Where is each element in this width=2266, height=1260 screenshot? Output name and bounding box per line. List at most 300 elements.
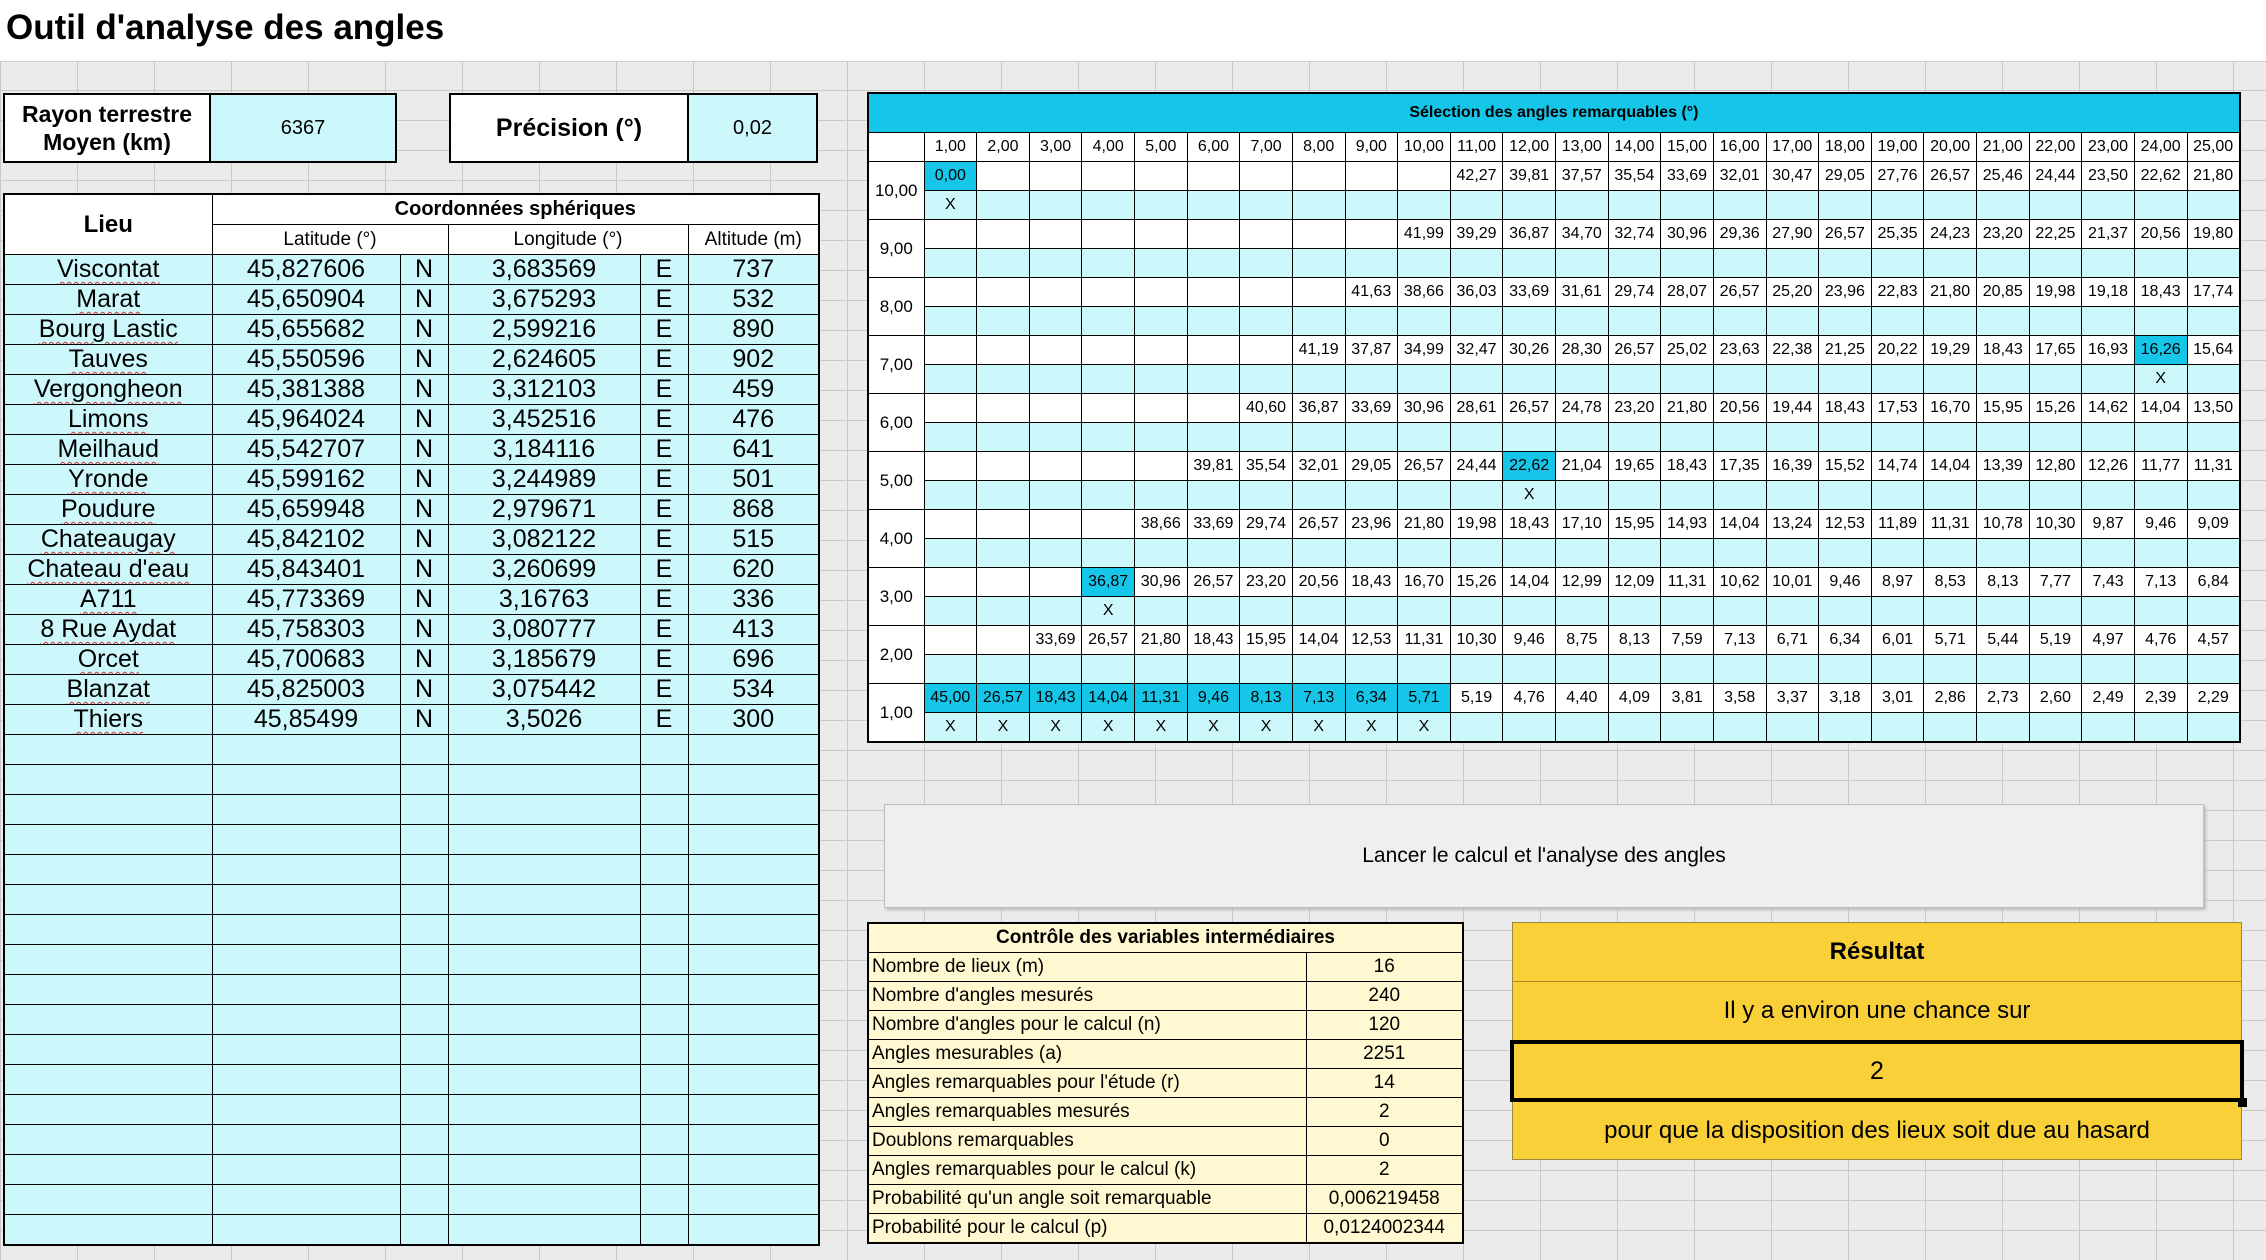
empty-cell[interactable]: [688, 1005, 819, 1035]
angle-value-cell[interactable]: 21,80: [1135, 626, 1188, 655]
angle-select-cell[interactable]: [1556, 191, 1609, 220]
angle-select-cell[interactable]: [1187, 481, 1240, 510]
angle-value-cell[interactable]: 39,81: [1187, 452, 1240, 481]
angle-select-cell[interactable]: [1345, 307, 1398, 336]
angle-value-cell[interactable]: 11,31: [1398, 626, 1451, 655]
angle-value-cell[interactable]: 26,57: [977, 684, 1030, 713]
altitude-cell[interactable]: 890: [688, 315, 819, 345]
lon-hemisphere-cell[interactable]: E: [640, 375, 688, 405]
angle-select-cell[interactable]: [1924, 481, 1977, 510]
angle-value-cell[interactable]: 33,69: [1029, 626, 1082, 655]
empty-cell[interactable]: [688, 825, 819, 855]
angle-select-cell[interactable]: [1871, 365, 1924, 394]
angle-select-cell[interactable]: [924, 655, 977, 684]
altitude-cell[interactable]: 413: [688, 615, 819, 645]
angle-value-cell[interactable]: 25,20: [1766, 278, 1819, 307]
angle-select-cell[interactable]: [1450, 307, 1503, 336]
angle-value-cell[interactable]: [1240, 336, 1293, 365]
angle-value-cell[interactable]: 23,63: [1713, 336, 1766, 365]
angle-value-cell[interactable]: 32,01: [1713, 162, 1766, 191]
angle-value-cell[interactable]: 11,31: [1661, 568, 1714, 597]
empty-cell[interactable]: [448, 1095, 640, 1125]
angle-value-cell[interactable]: [1029, 568, 1082, 597]
angle-select-cell[interactable]: [1819, 365, 1872, 394]
angle-select-cell[interactable]: [1977, 597, 2030, 626]
lat-hemisphere-cell[interactable]: N: [400, 405, 448, 435]
empty-cell[interactable]: [688, 765, 819, 795]
angle-value-cell[interactable]: [1029, 220, 1082, 249]
angle-select-cell[interactable]: [1713, 539, 1766, 568]
angle-select-cell[interactable]: [2082, 713, 2135, 743]
angle-select-cell[interactable]: [1082, 191, 1135, 220]
angle-select-cell[interactable]: [1924, 249, 1977, 278]
angle-value-cell[interactable]: 6,34: [1345, 684, 1398, 713]
angle-value-cell[interactable]: [1135, 220, 1188, 249]
angle-select-cell[interactable]: [1029, 249, 1082, 278]
angle-value-cell[interactable]: 12,26: [2082, 452, 2135, 481]
empty-cell[interactable]: [400, 1215, 448, 1246]
longitude-cell[interactable]: 2,979671: [448, 495, 640, 525]
empty-cell[interactable]: [212, 1185, 400, 1215]
angle-value-cell[interactable]: [1398, 162, 1451, 191]
empty-cell[interactable]: [4, 765, 212, 795]
angle-select-cell[interactable]: [1977, 539, 2030, 568]
angle-select-cell[interactable]: [1292, 249, 1345, 278]
angle-value-cell[interactable]: 36,87: [1292, 394, 1345, 423]
angle-value-cell[interactable]: 14,93: [1661, 510, 1714, 539]
angle-value-cell[interactable]: [1135, 452, 1188, 481]
angle-value-cell[interactable]: 23,96: [1345, 510, 1398, 539]
altitude-cell[interactable]: 336: [688, 585, 819, 615]
control-value[interactable]: 120: [1306, 1011, 1463, 1040]
angle-select-cell[interactable]: [977, 191, 1030, 220]
angle-select-cell[interactable]: [977, 597, 1030, 626]
angle-select-cell[interactable]: [2029, 597, 2082, 626]
angle-value-cell[interactable]: 28,61: [1450, 394, 1503, 423]
angle-value-cell[interactable]: 33,69: [1187, 510, 1240, 539]
angle-value-cell[interactable]: [1187, 220, 1240, 249]
angle-select-cell[interactable]: [1240, 481, 1293, 510]
location-name[interactable]: [4, 645, 212, 675]
angle-select-cell[interactable]: [1556, 597, 1609, 626]
control-value[interactable]: 2: [1306, 1156, 1463, 1185]
angle-value-cell[interactable]: [1187, 336, 1240, 365]
angle-select-cell[interactable]: [924, 307, 977, 336]
angle-value-cell[interactable]: 45,00: [924, 684, 977, 713]
angle-select-cell[interactable]: [1556, 365, 1609, 394]
angle-value-cell[interactable]: 4,76: [1503, 684, 1556, 713]
altitude-cell[interactable]: 620: [688, 555, 819, 585]
lat-hemisphere-cell[interactable]: N: [400, 315, 448, 345]
angle-value-cell[interactable]: 15,26: [2029, 394, 2082, 423]
angle-select-cell[interactable]: [2029, 365, 2082, 394]
altitude-cell[interactable]: 476: [688, 405, 819, 435]
empty-cell[interactable]: [212, 765, 400, 795]
empty-cell[interactable]: [212, 915, 400, 945]
angle-value-cell[interactable]: 33,69: [1661, 162, 1714, 191]
location-name[interactable]: [4, 465, 212, 495]
angle-value-cell[interactable]: 3,81: [1661, 684, 1714, 713]
angle-value-cell[interactable]: 9,46: [1503, 626, 1556, 655]
empty-cell[interactable]: [688, 1155, 819, 1185]
angle-select-cell[interactable]: [1766, 249, 1819, 278]
angle-value-cell[interactable]: 5,19: [2029, 626, 2082, 655]
angle-select-cell[interactable]: [1503, 307, 1556, 336]
longitude-cell[interactable]: 3,075442: [448, 675, 640, 705]
location-name[interactable]: [4, 345, 212, 375]
angle-value-cell[interactable]: [924, 278, 977, 307]
angle-select-cell[interactable]: [1766, 365, 1819, 394]
angle-value-cell[interactable]: [1240, 162, 1293, 191]
altitude-cell[interactable]: 515: [688, 525, 819, 555]
angle-select-cell[interactable]: [2082, 423, 2135, 452]
angle-value-cell[interactable]: 4,09: [1608, 684, 1661, 713]
angle-select-cell[interactable]: [2134, 191, 2187, 220]
angle-select-cell[interactable]: [1871, 191, 1924, 220]
angle-select-cell[interactable]: [1556, 307, 1609, 336]
angle-value-cell[interactable]: 15,26: [1450, 568, 1503, 597]
angle-select-cell[interactable]: [2187, 423, 2240, 452]
angle-value-cell[interactable]: 3,18: [1819, 684, 1872, 713]
angle-select-cell[interactable]: [1345, 191, 1398, 220]
angle-value-cell[interactable]: 2,73: [1977, 684, 2030, 713]
angle-value-cell[interactable]: 12,53: [1345, 626, 1398, 655]
latitude-cell[interactable]: 45,650904: [212, 285, 400, 315]
angle-value-cell[interactable]: 2,39: [2134, 684, 2187, 713]
angle-select-cell[interactable]: [1292, 307, 1345, 336]
angle-select-cell[interactable]: [1977, 481, 2030, 510]
angle-select-cell[interactable]: [1029, 365, 1082, 394]
angle-select-cell[interactable]: [1924, 365, 1977, 394]
angle-select-cell[interactable]: [1977, 655, 2030, 684]
angle-value-cell[interactable]: 12,80: [2029, 452, 2082, 481]
angle-select-cell[interactable]: [1345, 655, 1398, 684]
angle-select-cell[interactable]: [1503, 191, 1556, 220]
angle-select-cell[interactable]: [1766, 307, 1819, 336]
angle-select-cell[interactable]: [2134, 481, 2187, 510]
angle-select-cell[interactable]: [1608, 365, 1661, 394]
empty-cell[interactable]: [448, 945, 640, 975]
angle-value-cell[interactable]: [924, 394, 977, 423]
empty-cell[interactable]: [640, 1155, 688, 1185]
empty-cell[interactable]: [640, 765, 688, 795]
angle-value-cell[interactable]: 33,69: [1345, 394, 1398, 423]
angle-value-cell[interactable]: [1029, 278, 1082, 307]
angle-value-cell[interactable]: [924, 626, 977, 655]
angle-value-cell[interactable]: [1240, 220, 1293, 249]
angle-select-cell[interactable]: [1398, 481, 1451, 510]
empty-cell[interactable]: [640, 885, 688, 915]
latitude-cell[interactable]: 45,655682: [212, 315, 400, 345]
empty-cell[interactable]: [212, 1035, 400, 1065]
angle-select-cell[interactable]: [2029, 481, 2082, 510]
angle-value-cell[interactable]: 30,96: [1661, 220, 1714, 249]
angle-value-cell[interactable]: [1082, 452, 1135, 481]
latitude-cell[interactable]: 45,758303: [212, 615, 400, 645]
angle-value-cell[interactable]: 32,74: [1608, 220, 1661, 249]
angle-value-cell[interactable]: 19,80: [2187, 220, 2240, 249]
angle-value-cell[interactable]: 30,26: [1503, 336, 1556, 365]
empty-cell[interactable]: [640, 975, 688, 1005]
angle-value-cell[interactable]: 2,49: [2082, 684, 2135, 713]
angle-select-cell[interactable]: [2029, 539, 2082, 568]
angle-select-cell[interactable]: [1450, 249, 1503, 278]
empty-cell[interactable]: [400, 1125, 448, 1155]
fill-handle[interactable]: [2238, 1098, 2247, 1107]
precision-value-cell[interactable]: 0,02: [687, 93, 818, 163]
latitude-cell[interactable]: 45,85499: [212, 705, 400, 735]
angle-value-cell[interactable]: [1345, 220, 1398, 249]
angle-value-cell[interactable]: 14,62: [2082, 394, 2135, 423]
angle-value-cell[interactable]: 34,70: [1556, 220, 1609, 249]
angle-select-cell[interactable]: [1766, 423, 1819, 452]
angle-value-cell[interactable]: 11,77: [2134, 452, 2187, 481]
location-name[interactable]: [4, 675, 212, 705]
angle-value-cell[interactable]: 18,43: [1029, 684, 1082, 713]
empty-cell[interactable]: [640, 1065, 688, 1095]
angle-select-cell[interactable]: [1713, 713, 1766, 743]
angle-select-cell[interactable]: [1503, 713, 1556, 743]
lon-hemisphere-cell[interactable]: E: [640, 315, 688, 345]
angle-select-cell[interactable]: X: [1082, 713, 1135, 743]
angle-value-cell[interactable]: 19,18: [2082, 278, 2135, 307]
angle-value-cell[interactable]: [977, 220, 1030, 249]
angle-value-cell[interactable]: 5,44: [1977, 626, 2030, 655]
latitude-cell[interactable]: 45,825003: [212, 675, 400, 705]
lat-hemisphere-cell[interactable]: N: [400, 675, 448, 705]
angle-value-cell[interactable]: 23,20: [1977, 220, 2030, 249]
empty-cell[interactable]: [448, 1125, 640, 1155]
longitude-cell[interactable]: 3,452516: [448, 405, 640, 435]
empty-cell[interactable]: [400, 885, 448, 915]
location-name[interactable]: [4, 585, 212, 615]
empty-cell[interactable]: [400, 825, 448, 855]
angle-select-cell[interactable]: [1661, 597, 1714, 626]
angle-value-cell[interactable]: 27,90: [1766, 220, 1819, 249]
angle-value-cell[interactable]: 6,71: [1766, 626, 1819, 655]
angle-value-cell[interactable]: [1029, 452, 1082, 481]
angle-select-cell[interactable]: [2082, 597, 2135, 626]
angle-select-cell[interactable]: [1029, 191, 1082, 220]
angle-value-cell[interactable]: 19,98: [1450, 510, 1503, 539]
angle-select-cell[interactable]: [1924, 191, 1977, 220]
angle-value-cell[interactable]: [1029, 336, 1082, 365]
angle-select-cell[interactable]: X: [1187, 713, 1240, 743]
angle-select-cell[interactable]: [2134, 249, 2187, 278]
angle-select-cell[interactable]: [1661, 539, 1714, 568]
angle-value-cell[interactable]: 21,04: [1556, 452, 1609, 481]
altitude-cell[interactable]: 902: [688, 345, 819, 375]
angle-select-cell[interactable]: [1977, 191, 2030, 220]
longitude-cell[interactable]: 2,624605: [448, 345, 640, 375]
angle-value-cell[interactable]: 17,53: [1871, 394, 1924, 423]
angle-value-cell[interactable]: 30,96: [1135, 568, 1188, 597]
angle-select-cell[interactable]: [1345, 597, 1398, 626]
angle-value-cell[interactable]: 17,65: [2029, 336, 2082, 365]
empty-cell[interactable]: [4, 795, 212, 825]
angle-value-cell[interactable]: 20,85: [1977, 278, 2030, 307]
angle-value-cell[interactable]: 32,47: [1450, 336, 1503, 365]
angle-select-cell[interactable]: [1871, 597, 1924, 626]
angle-value-cell[interactable]: [1029, 510, 1082, 539]
angle-select-cell[interactable]: [1187, 597, 1240, 626]
lat-hemisphere-cell[interactable]: N: [400, 465, 448, 495]
lon-hemisphere-cell[interactable]: E: [640, 255, 688, 285]
angle-value-cell[interactable]: [977, 452, 1030, 481]
lon-hemisphere-cell[interactable]: E: [640, 585, 688, 615]
angle-select-cell[interactable]: [1713, 365, 1766, 394]
angle-select-cell[interactable]: X: [924, 191, 977, 220]
angle-value-cell[interactable]: 35,54: [1608, 162, 1661, 191]
angle-value-cell[interactable]: 14,74: [1871, 452, 1924, 481]
angle-value-cell[interactable]: [1187, 162, 1240, 191]
angle-value-cell[interactable]: 36,87: [1503, 220, 1556, 249]
empty-cell[interactable]: [212, 1155, 400, 1185]
angle-value-cell[interactable]: 15,95: [1608, 510, 1661, 539]
angle-value-cell[interactable]: 26,57: [1608, 336, 1661, 365]
angle-value-cell[interactable]: 7,59: [1661, 626, 1714, 655]
angle-select-cell[interactable]: [1924, 655, 1977, 684]
angle-select-cell[interactable]: [1713, 481, 1766, 510]
angle-select-cell[interactable]: [2187, 249, 2240, 278]
angle-select-cell[interactable]: [977, 481, 1030, 510]
angle-select-cell[interactable]: [2029, 655, 2082, 684]
angle-select-cell[interactable]: [1345, 481, 1398, 510]
angle-value-cell[interactable]: 10,30: [2029, 510, 2082, 539]
angle-value-cell[interactable]: 10,62: [1713, 568, 1766, 597]
empty-cell[interactable]: [400, 1185, 448, 1215]
angle-value-cell[interactable]: 39,81: [1503, 162, 1556, 191]
empty-cell[interactable]: [640, 1215, 688, 1246]
angle-value-cell[interactable]: 23,20: [1240, 568, 1293, 597]
empty-cell[interactable]: [448, 1065, 640, 1095]
longitude-cell[interactable]: 3,675293: [448, 285, 640, 315]
angle-select-cell[interactable]: X: [1082, 597, 1135, 626]
angle-value-cell[interactable]: 13,24: [1766, 510, 1819, 539]
angle-value-cell[interactable]: 25,46: [1977, 162, 2030, 191]
angle-value-cell[interactable]: 19,44: [1766, 394, 1819, 423]
empty-cell[interactable]: [400, 795, 448, 825]
empty-cell[interactable]: [688, 975, 819, 1005]
angle-value-cell[interactable]: 21,80: [2187, 162, 2240, 191]
location-name[interactable]: [4, 255, 212, 285]
empty-cell[interactable]: [4, 1125, 212, 1155]
angle-select-cell[interactable]: [1240, 249, 1293, 278]
angle-value-cell[interactable]: 9,87: [2082, 510, 2135, 539]
angle-select-cell[interactable]: [1819, 423, 1872, 452]
empty-cell[interactable]: [212, 1095, 400, 1125]
control-value[interactable]: 0: [1306, 1127, 1463, 1156]
angle-value-cell[interactable]: 17,35: [1713, 452, 1766, 481]
angle-select-cell[interactable]: [1556, 655, 1609, 684]
angle-select-cell[interactable]: [1977, 307, 2030, 336]
angle-select-cell[interactable]: [1398, 539, 1451, 568]
empty-cell[interactable]: [4, 855, 212, 885]
latitude-cell[interactable]: 45,659948: [212, 495, 400, 525]
angle-value-cell[interactable]: 42,27: [1450, 162, 1503, 191]
angle-select-cell[interactable]: [1450, 191, 1503, 220]
angle-value-cell[interactable]: 25,02: [1661, 336, 1714, 365]
empty-cell[interactable]: [688, 945, 819, 975]
lat-hemisphere-cell[interactable]: N: [400, 255, 448, 285]
angle-value-cell[interactable]: 20,22: [1871, 336, 1924, 365]
angle-value-cell[interactable]: 26,57: [1503, 394, 1556, 423]
angle-value-cell[interactable]: 7,77: [2029, 568, 2082, 597]
angle-value-cell[interactable]: [977, 626, 1030, 655]
angle-value-cell[interactable]: 19,65: [1608, 452, 1661, 481]
lat-hemisphere-cell[interactable]: N: [400, 555, 448, 585]
angle-select-cell[interactable]: [1819, 597, 1872, 626]
latitude-cell[interactable]: 45,599162: [212, 465, 400, 495]
angle-select-cell[interactable]: [2082, 191, 2135, 220]
angle-select-cell[interactable]: [1398, 249, 1451, 278]
angle-select-cell[interactable]: [1082, 655, 1135, 684]
angle-select-cell[interactable]: [2029, 423, 2082, 452]
angle-select-cell[interactable]: [1029, 481, 1082, 510]
angle-select-cell[interactable]: [1819, 307, 1872, 336]
angle-value-cell[interactable]: 26,57: [1187, 568, 1240, 597]
angle-select-cell[interactable]: [1608, 655, 1661, 684]
empty-cell[interactable]: [448, 885, 640, 915]
angle-select-cell[interactable]: [1713, 423, 1766, 452]
angle-select-cell[interactable]: [1977, 365, 2030, 394]
angle-value-cell[interactable]: 6,34: [1819, 626, 1872, 655]
longitude-cell[interactable]: 3,16763: [448, 585, 640, 615]
empty-cell[interactable]: [4, 945, 212, 975]
longitude-cell[interactable]: 3,244989: [448, 465, 640, 495]
angle-value-cell[interactable]: 4,40: [1556, 684, 1609, 713]
angle-value-cell[interactable]: 14,04: [2134, 394, 2187, 423]
angle-value-cell[interactable]: 20,56: [2134, 220, 2187, 249]
angle-value-cell[interactable]: 4,57: [2187, 626, 2240, 655]
angle-value-cell[interactable]: 2,86: [1924, 684, 1977, 713]
empty-cell[interactable]: [4, 1095, 212, 1125]
angle-value-cell[interactable]: 6,01: [1871, 626, 1924, 655]
angle-select-cell[interactable]: [1556, 539, 1609, 568]
angle-select-cell[interactable]: [1661, 365, 1714, 394]
angle-value-cell[interactable]: [1082, 394, 1135, 423]
angle-value-cell[interactable]: [1292, 278, 1345, 307]
angle-value-cell[interactable]: 22,38: [1766, 336, 1819, 365]
angle-value-cell[interactable]: 36,87: [1082, 568, 1135, 597]
angle-select-cell[interactable]: [1240, 423, 1293, 452]
angle-value-cell[interactable]: 16,70: [1924, 394, 1977, 423]
angle-select-cell[interactable]: [2187, 655, 2240, 684]
angle-value-cell[interactable]: 11,31: [1924, 510, 1977, 539]
angle-select-cell[interactable]: [1292, 597, 1345, 626]
control-value[interactable]: 2251: [1306, 1040, 1463, 1069]
empty-cell[interactable]: [448, 1005, 640, 1035]
angle-value-cell[interactable]: [924, 336, 977, 365]
lon-hemisphere-cell[interactable]: E: [640, 675, 688, 705]
angle-value-cell[interactable]: 12,09: [1608, 568, 1661, 597]
angle-select-cell[interactable]: [1608, 481, 1661, 510]
angle-select-cell[interactable]: [1924, 597, 1977, 626]
altitude-cell[interactable]: 641: [688, 435, 819, 465]
angle-value-cell[interactable]: 14,04: [1503, 568, 1556, 597]
angle-select-cell[interactable]: [1924, 713, 1977, 743]
angle-select-cell[interactable]: [1503, 249, 1556, 278]
angle-select-cell[interactable]: [2187, 365, 2240, 394]
angle-select-cell[interactable]: X: [977, 713, 1030, 743]
angle-select-cell[interactable]: [1345, 423, 1398, 452]
empty-cell[interactable]: [448, 1215, 640, 1246]
angle-select-cell[interactable]: [924, 539, 977, 568]
angle-value-cell[interactable]: 0,00: [924, 162, 977, 191]
lon-hemisphere-cell[interactable]: E: [640, 495, 688, 525]
angle-value-cell[interactable]: [1292, 162, 1345, 191]
angle-value-cell[interactable]: 5,71: [1924, 626, 1977, 655]
